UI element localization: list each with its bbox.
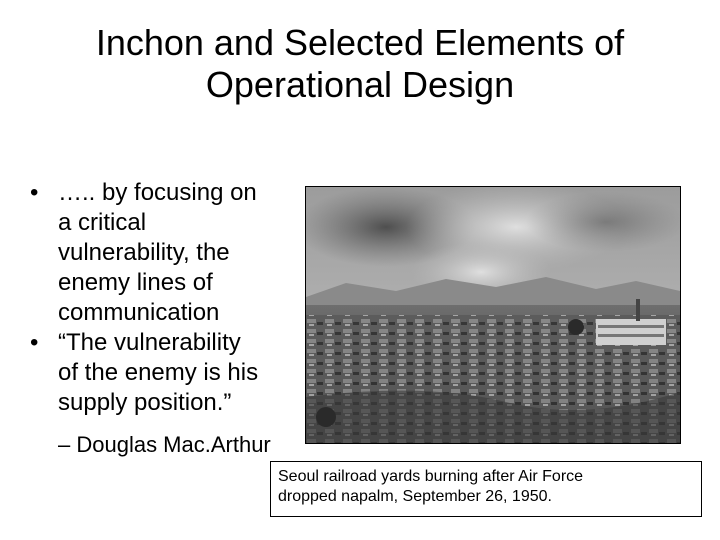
quote-attribution: – Douglas Mac.Arthur bbox=[58, 432, 271, 457]
bullet-line: communication bbox=[58, 299, 220, 326]
bullet-line: enemy lines of bbox=[58, 269, 213, 296]
photo-caption bbox=[270, 461, 702, 517]
caption-line-1: Seoul railroad yards burning after Air Force bbox=[278, 468, 584, 485]
tree bbox=[316, 407, 336, 427]
bullet-item-2 bbox=[30, 328, 305, 418]
caption-line-2: dropped napalm, September 26, 1950. bbox=[278, 488, 552, 505]
haze bbox=[526, 192, 680, 252]
slide-title bbox=[40, 22, 680, 106]
title-line-1: Inchon and Selected Elements of bbox=[95, 22, 625, 63]
bullet-marker: • bbox=[30, 329, 39, 356]
building-windows bbox=[598, 325, 664, 328]
tree bbox=[568, 319, 584, 335]
bullet-line: “The vulnerability bbox=[58, 329, 241, 356]
seoul-smoke-photo bbox=[305, 186, 681, 444]
building-windows bbox=[598, 334, 664, 337]
building bbox=[596, 319, 666, 345]
bullet-text bbox=[58, 178, 305, 328]
bullet-marker: • bbox=[30, 179, 39, 206]
smokestack bbox=[636, 299, 640, 321]
bullet-item-1 bbox=[30, 178, 305, 328]
bullet-line: ….. by focusing on bbox=[58, 179, 257, 206]
bullet-line: vulnerability, the bbox=[58, 239, 230, 266]
title-line-2: Operational Design bbox=[205, 64, 515, 105]
bullet-line: of the enemy is his bbox=[58, 359, 259, 386]
photo-illustration bbox=[306, 187, 680, 443]
bullet-text bbox=[58, 328, 305, 418]
bullet-line: a critical bbox=[58, 209, 147, 236]
bullet-line: supply position.” bbox=[58, 389, 232, 416]
bullet-list bbox=[30, 178, 305, 418]
